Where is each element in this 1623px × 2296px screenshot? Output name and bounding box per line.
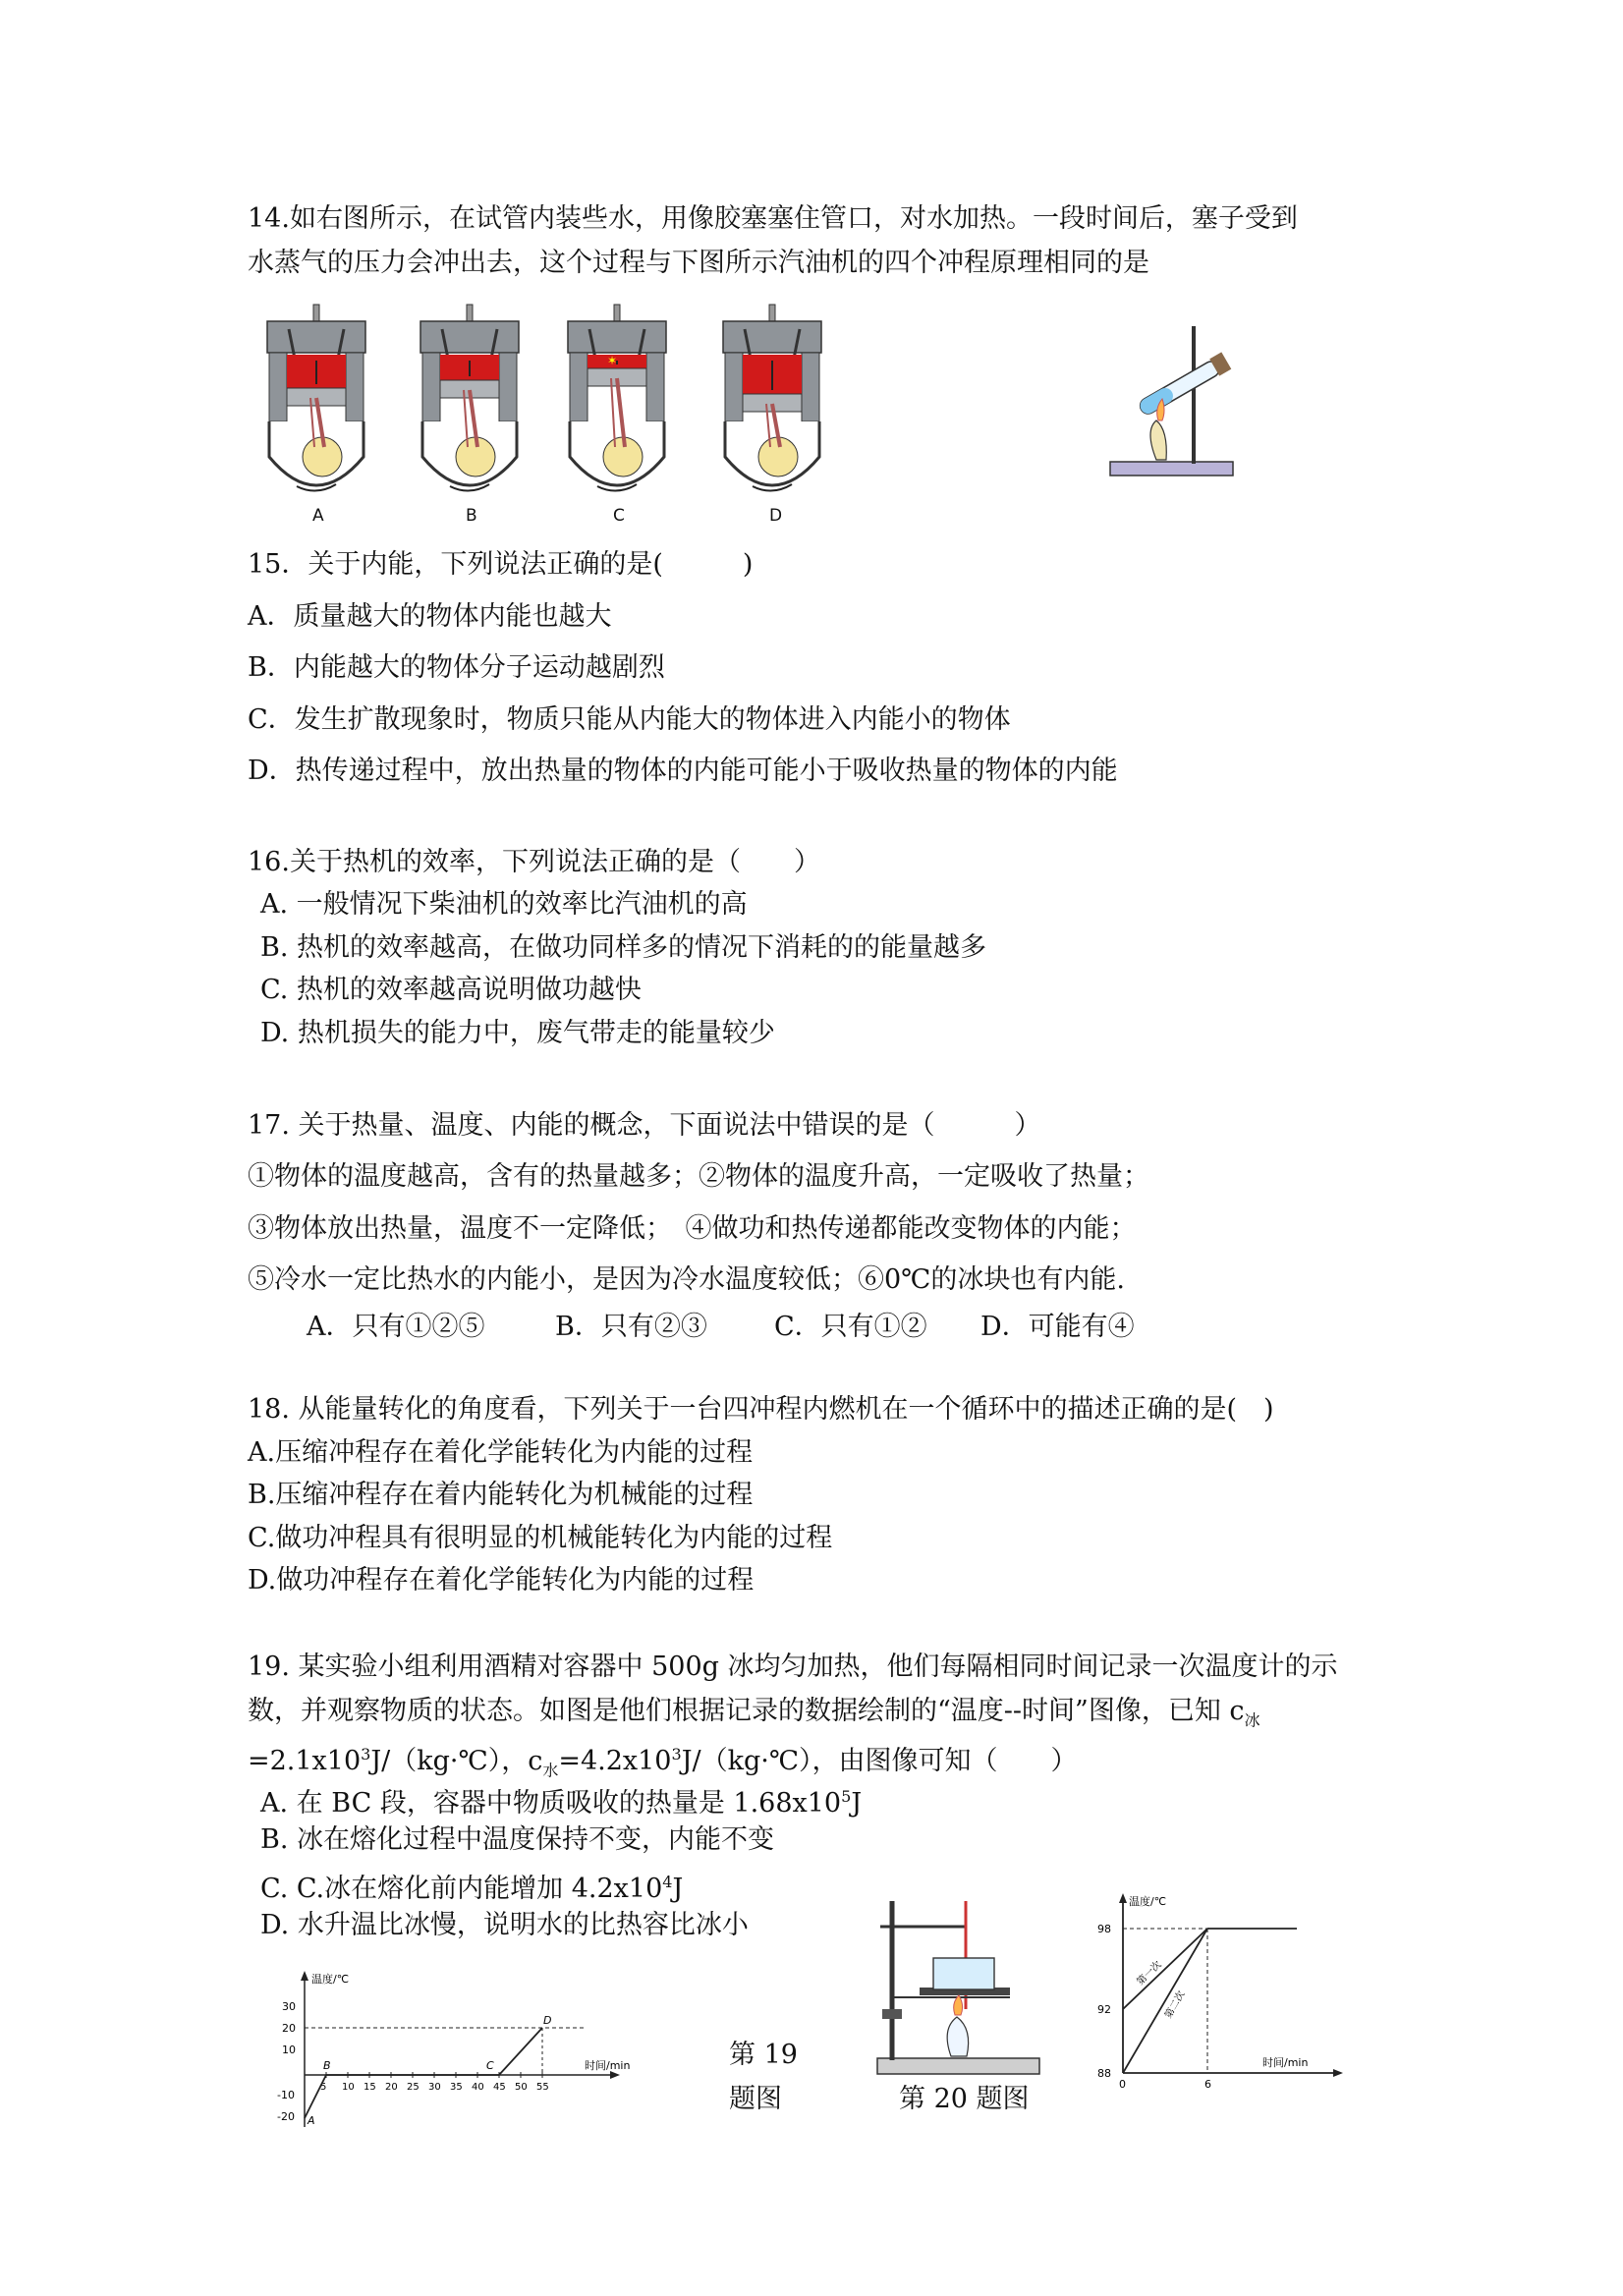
x-tick: 15 bbox=[364, 2082, 376, 2093]
x-tick: 30 bbox=[428, 2082, 441, 2093]
q16-option-c: C. 热机的效率越高说明做功越快 bbox=[260, 975, 642, 1005]
q17-statement-1: ①物体的温度越高，含有的热量越多；②物体的温度升高，一定吸收了热量； bbox=[248, 1161, 1149, 1192]
second-trial-line bbox=[1123, 1929, 1207, 2073]
q17-option-b: B．只有②③ bbox=[555, 1312, 707, 1342]
x-tick: 10 bbox=[342, 2082, 355, 2093]
x-tick: 6 bbox=[1204, 2078, 1211, 2091]
y-tick: 88 bbox=[1097, 2067, 1111, 2080]
q19-option-d: D. 水升温比冰慢，说明水的比热容比冰小 bbox=[260, 1910, 749, 1940]
point-label-a: A bbox=[308, 2114, 315, 2127]
fig19-caption-line-1: 第 19 bbox=[729, 2040, 798, 2070]
q18-stem: 18. 从能量转化的角度看，下列关于一台四冲程内燃机在一个循环中的描述正确的是( ) bbox=[248, 1394, 1274, 1425]
heating-apparatus-icon bbox=[872, 1891, 1049, 2088]
second-trial-label: 第二次 bbox=[1163, 1989, 1188, 2021]
test-tube-apparatus-icon bbox=[1105, 314, 1243, 491]
y-tick: 10 bbox=[282, 2044, 296, 2056]
x-axis-label: 时间/min bbox=[1262, 2056, 1309, 2069]
q18-option-b: B.压缩冲程存在着内能转化为机械能的过程 bbox=[248, 1480, 754, 1510]
x-tick: 55 bbox=[536, 2082, 549, 2093]
engine-label-d: D bbox=[769, 506, 783, 526]
q19-line-3: $=2.1x10^3J/(kg\cdot℃)$，$c_水=4.2x10^3J/(kg\cdot℃)$，由图像可知（ ） bbox=[248, 1745, 1078, 1780]
q17-stem: 17. 关于热量、温度、内能的概念，下面说法中错误的是（ ） bbox=[248, 1110, 1041, 1141]
engine-c bbox=[568, 305, 666, 491]
fig20-caption: 第 20 题图 bbox=[899, 2084, 1030, 2114]
q20-temperature-time-graph bbox=[1086, 1891, 1351, 2117]
q14-line-1: 14.如右图所示，在试管内装些水，用像胶塞塞住管口，对水加热。一段时间后，塞子受到 bbox=[248, 203, 1298, 234]
y-tick: 30 bbox=[282, 2000, 296, 2013]
q17-option-c: C．只有①② bbox=[774, 1312, 927, 1342]
y-tick: 98 bbox=[1097, 1923, 1111, 1935]
q19-option-a: A. 在 BC 段，容器中物质吸收的热量是 $1.68x10^5J$ bbox=[260, 1787, 863, 1819]
q16-stem: 16.关于热机的效率，下列说法正确的是（ ） bbox=[248, 847, 820, 877]
engine-label-a: A bbox=[312, 506, 324, 526]
point-label-d: D bbox=[543, 2014, 552, 2027]
q15-option-b: B．内能越大的物体分子运动越剧烈 bbox=[248, 652, 665, 683]
q17-statement-3: ⑤冷水一定比热水的内能小，是因为冷水温度较低；⑥0℃的冰块也有内能. bbox=[248, 1264, 1125, 1295]
q19-option-c: C. C.冰在熔化前内能增加 $4.2x10^4J$ bbox=[260, 1873, 684, 1904]
x-tick: 50 bbox=[515, 2082, 528, 2093]
q19-temperature-time-graph bbox=[251, 1965, 644, 2142]
q18-option-d: D.做功冲程存在着化学能转化为内能的过程 bbox=[248, 1565, 755, 1596]
x-tick: 40 bbox=[472, 2082, 484, 2093]
y-tick: -10 bbox=[277, 2089, 295, 2101]
q19-option-b: B. 冰在熔化过程中温度保持不变，内能不变 bbox=[260, 1824, 775, 1855]
engine-diagram-icon bbox=[0, 300, 1623, 516]
fig19-caption-line-2: 题图 bbox=[729, 2084, 782, 2114]
x-tick: 0 bbox=[1119, 2078, 1126, 2091]
x-tick: 5 bbox=[320, 2082, 327, 2093]
q17-statement-2: ③物体放出热量，温度不一定降低； ④做功和热传递都能改变物体的内能； bbox=[248, 1213, 1137, 1244]
point-label-b: B bbox=[323, 2059, 331, 2072]
q14-line-2: 水蒸气的压力会冲出去，这个过程与下图所示汽油机的四个冲程原理相同的是 bbox=[248, 248, 1149, 278]
engine-label-c: C bbox=[613, 506, 625, 526]
q16-option-a: A. 一般情况下柴油机的效率比汽油机的高 bbox=[260, 889, 748, 920]
q15-stem: 15．关于内能，下列说法正确的是( ) bbox=[248, 549, 754, 580]
q15-option-c: C．发生扩散现象时，物质只能从内能大的物体进入内能小的物体 bbox=[248, 704, 1011, 735]
x-tick: 25 bbox=[407, 2082, 420, 2093]
engine-label-b: B bbox=[466, 506, 477, 526]
engine-d bbox=[723, 305, 821, 491]
first-trial-line bbox=[1123, 1929, 1207, 2009]
q15-option-a: A．质量越大的物体内能也越大 bbox=[248, 601, 612, 632]
q19-line-1: 19. 某实验小组利用酒精对容器中 500g 冰均匀加热，他们每隔相同时间记录一次温度计的示 bbox=[248, 1652, 1338, 1682]
point-label-c: C bbox=[486, 2059, 494, 2072]
y-axis-label: 温度/℃ bbox=[1129, 1895, 1167, 1908]
y-tick: 92 bbox=[1097, 2003, 1111, 2016]
q16-option-b: B. 热机的效率越高，在做功同样多的情况下消耗的的能量越多 bbox=[260, 932, 987, 963]
temperature-curve bbox=[305, 2028, 542, 2118]
x-tick: 20 bbox=[385, 2082, 398, 2093]
q18-option-c: C.做功冲程具有很明显的机械能转化为内能的过程 bbox=[248, 1523, 833, 1553]
q15-option-d: D．热传递过程中，放出热量的物体的内能可能小于吸收热量的物体的内能 bbox=[248, 756, 1118, 786]
y-tick: -20 bbox=[277, 2110, 295, 2123]
svg-text:✶: ✶ bbox=[607, 354, 618, 367]
engine-a bbox=[267, 305, 365, 491]
x-tick: 45 bbox=[493, 2082, 506, 2093]
q18-option-a: A.压缩冲程存在着化学能转化为内能的过程 bbox=[248, 1437, 754, 1468]
engine-b bbox=[420, 305, 519, 491]
x-tick: 35 bbox=[450, 2082, 463, 2093]
q16-option-d: D. 热机损失的能力中，废气带走的能量较少 bbox=[260, 1018, 775, 1048]
first-trial-label: 第一次 bbox=[1135, 1959, 1164, 1988]
q17-option-a: A．只有①②⑤ bbox=[307, 1312, 485, 1342]
x-axis-label: 时间/min bbox=[585, 2059, 631, 2072]
q17-option-d: D．可能有④ bbox=[980, 1312, 1135, 1342]
y-axis-label: 温度/℃ bbox=[311, 1973, 350, 1986]
y-tick: 20 bbox=[282, 2022, 296, 2035]
q19-line-2: 数，并观察物质的状态。如图是他们根据记录的数据绘制的“温度--时间”图像，已知 $c_冰$ bbox=[248, 1696, 1260, 1730]
